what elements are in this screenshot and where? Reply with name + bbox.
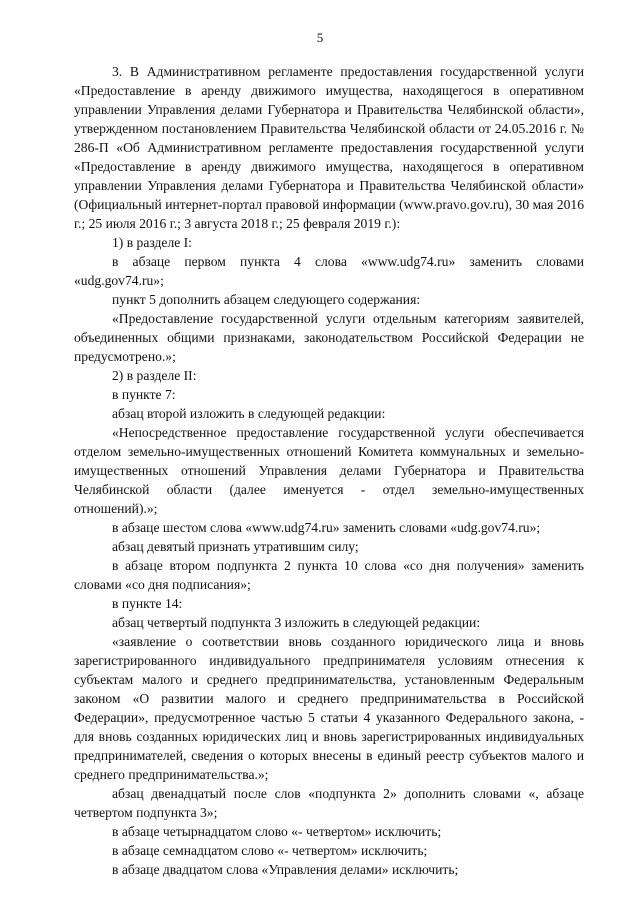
paragraph: абзац четвертый подпункта 3 изложить в следующей редакции: bbox=[112, 615, 481, 630]
paragraph: «Предоставление государственной услуги отдельным категориям заявителей, объединенных общими признаками, законодательством Российской Федерации не предусмотрено.»; bbox=[74, 311, 584, 364]
document-body bbox=[74, 62, 584, 879]
paragraph: в абзаце двадцатом слова «Управления делами» исключить; bbox=[112, 862, 459, 877]
paragraph: 2) в разделе II: bbox=[112, 368, 197, 383]
paragraph: «заявление о соответствии вновь созданного юридического лица и вновь зарегистрированного индивидуального предпринимателя условиям отнесения к субъектам малого и среднего предпринимательства, установленным Федеральным законом «О развитии малого и среднего предпринимательства в Российской Федерации», предусмотренное частью 5 статьи 4 указанного Федерального закона, - для вновь созданных юридических лиц и вновь зарегистрированных индивидуальных предпринимателей, сведения о которых внесены в единый реестр субъектов малого и среднего предпринимательства.»; bbox=[74, 634, 584, 782]
paragraph: в пункте 7: bbox=[112, 387, 176, 402]
paragraph: 1) в разделе I: bbox=[112, 235, 192, 250]
paragraph: абзац девятый признать утратившим силу; bbox=[112, 539, 359, 554]
paragraph: в абзаце втором подпункта 2 пункта 10 слова «со дня получения» заменить словами «со дня подписания»; bbox=[74, 558, 584, 592]
paragraph: в абзаце шестом слова «www.udg74.ru» заменить словами «udg.gov74.ru»; bbox=[112, 520, 541, 535]
paragraph: абзац двенадцатый после слов «подпункта 2» дополнить словами «, абзаце четвертом подпункта 3»; bbox=[74, 786, 584, 820]
paragraph: 3. В Административном регламенте предоставления государственной услуги «Предоставление в аренду движимого имущества, находящегося в оперативном управлении Управления делами Губернатора и Правительства Челябинской области», утвержденном постановлением Правительства Челябинской области от 24.05.2016 г. № 286-П «Об Административном регламенте предоставления государственной услуги «Предоставление в аренду движимого имущества, находящегося в оперативном управлении Управления делами Губернатора и Правительства Челябинской области» (Официальный интернет-портал правовой информации (www.pravo.gov.ru), 30 мая 2016 г.; 25 июля 2016 г.; 3 августа 2018 г.; 25 февраля 2019 г.): bbox=[74, 64, 584, 231]
page-number: 5 bbox=[316, 30, 324, 45]
paragraph: в абзаце семнадцатом слово «- четвертом» исключить; bbox=[112, 843, 428, 858]
paragraph: в абзаце четырнадцатом слово «- четвертом» исключить; bbox=[112, 824, 442, 839]
paragraph: абзац второй изложить в следующей редакции: bbox=[112, 406, 386, 421]
paragraph: в пункте 14: bbox=[112, 596, 183, 611]
paragraph: в абзаце первом пункта 4 слова «www.udg74.ru» заменить словами «udg.gov74.ru»; bbox=[74, 254, 584, 288]
paragraph: «Непосредственное предоставление государственной услуги обеспечивается отделом земельно-имущественных отношений Комитета коммунальных и земельно-имущественных отношений Управления делами Губернатора и Правительства Челябинской области (далее именуется - отдел земельно-имущественных отношений).»; bbox=[74, 425, 584, 516]
paragraph: пункт 5 дополнить абзацем следующего содержания: bbox=[112, 292, 421, 307]
